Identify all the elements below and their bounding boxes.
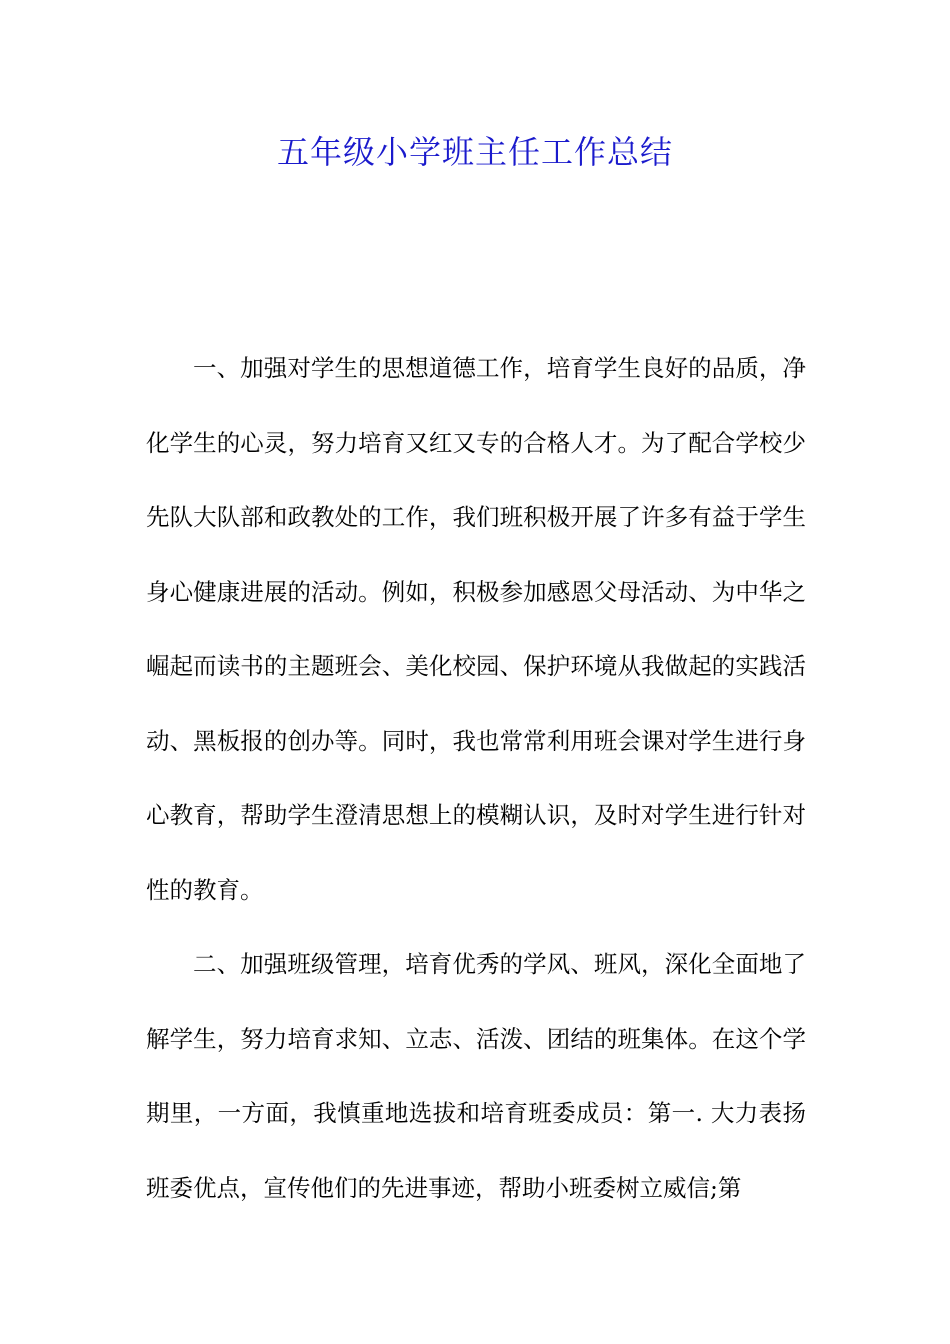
paragraph-2: 二、加强班级管理，培育优秀的学风、班风，深化全面地了解学生，努力培育求知、立志、活泼、团结的班集体。在这个学期里，一方面，我慎重地选拔和培育班委成员：第一. 大力表扬班委优点，宣传他们的先进事迹，帮助小班委树立威信;第	[146, 950, 806, 1202]
document-body	[146, 331, 806, 1225]
document-title: 五年级小学班主任工作总结	[276, 133, 673, 171]
paragraph-1: 一、加强对学生的思想道德工作，培育学生良好的品质，净化学生的心灵，努力培育又红又专的合格人才。为了配合学校少先队大队部和政教处的工作，我们班积极开展了许多有益于学生身心健康进展的活动。例如，积极参加感恩父母活动、为中华之崛起而读书的主题班会、美化校园、保护环境从我做起的实践活动、黑板报的创办等。同时，我也常常利用班会课对学生进行身心教育，帮助学生澄清思想上的模糊认识，及时对学生进行针对性的教育。	[146, 354, 806, 904]
